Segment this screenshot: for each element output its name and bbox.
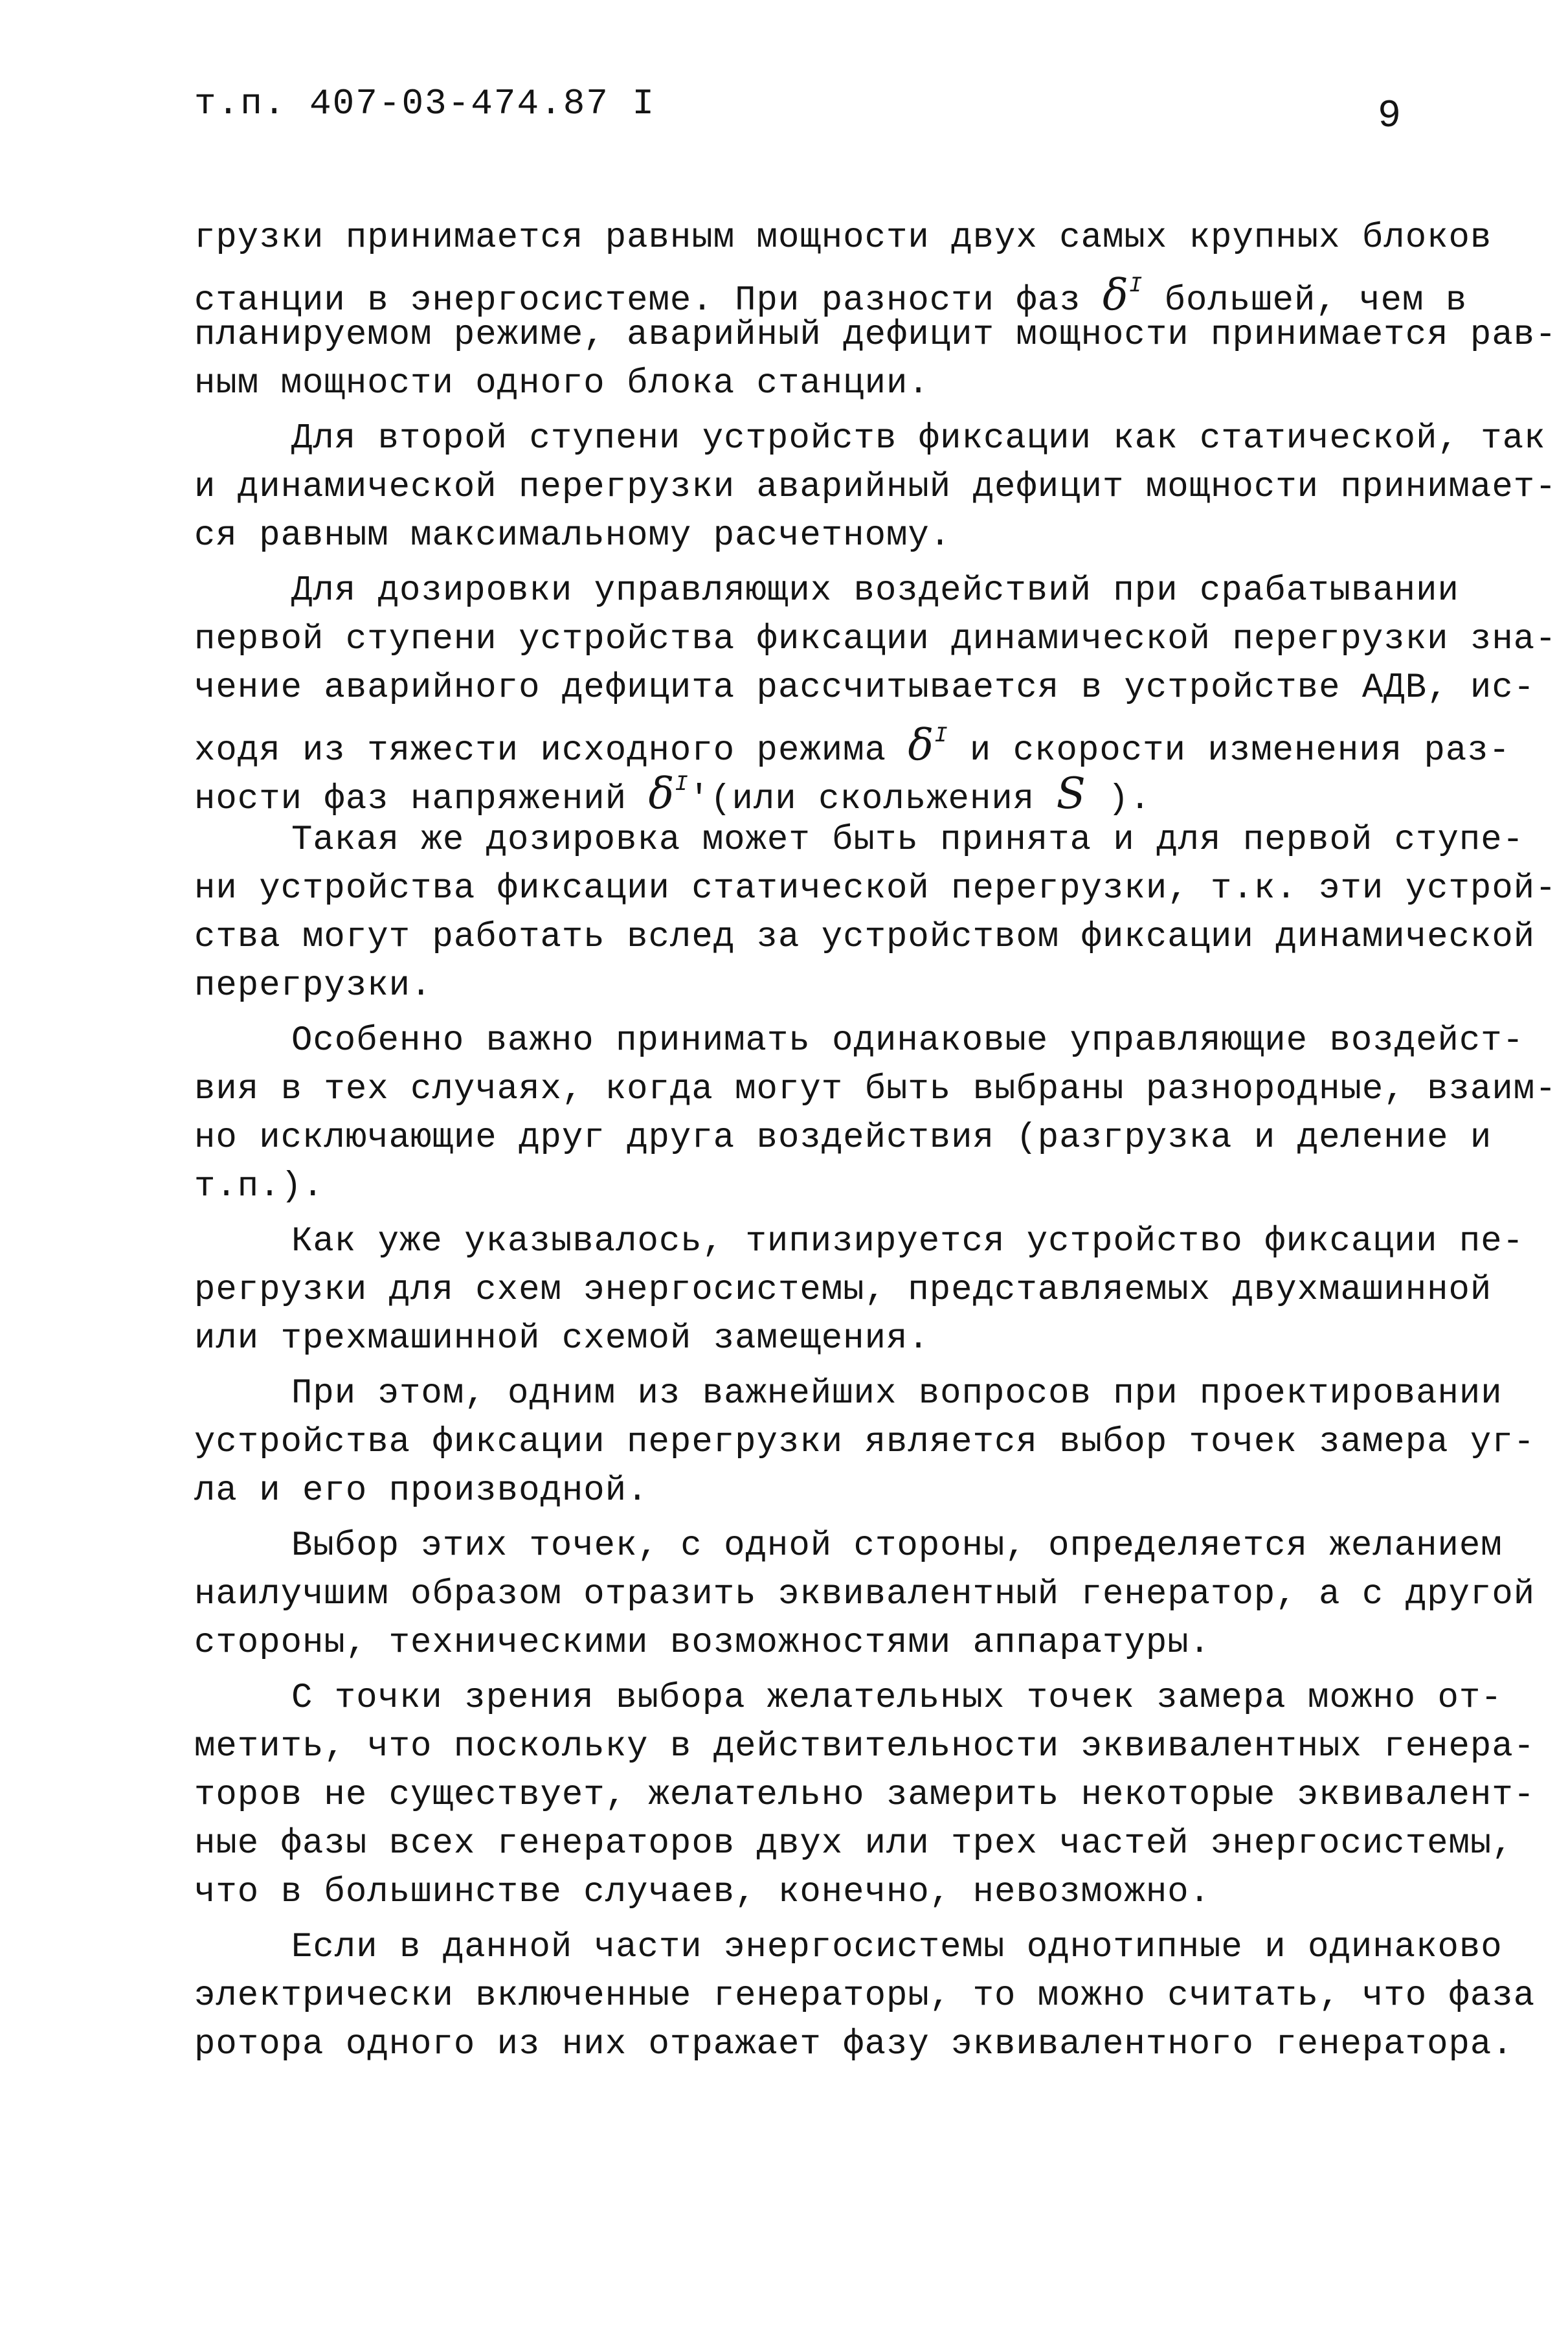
paragraph-1 [194,214,1557,408]
text-line: При этом, одним из важнейших вопросов при проектировании [291,1374,1503,1414]
text-line: но исключающие друг друга воздействия (разгрузка и деление и [194,1118,1492,1158]
text-line: Для второй ступени устройств фиксации как статической, так [291,419,1546,458]
text-line: ся равным максимальному расчетному. [194,516,952,556]
delta-symbol: δ [1103,270,1129,320]
text-line: Если в данной части энергосистемы однотипные и одинаково [291,1928,1503,1967]
text-line: грузки принимается равным мощности двух самых крупных блоков [194,218,1492,258]
text-line: торов не существует, желательно замерить некоторые эквивалент- [194,1775,1536,1815]
paragraph-9 [194,1674,1536,1917]
paragraph-4 [194,816,1557,1010]
text-line: перегрузки. [194,966,432,1006]
paragraph-6 [194,1217,1525,1363]
text-line: или трехмашинной схемой замещения. [194,1319,930,1358]
text-line: Как уже указывалось, типизируется устройство фиксации пе- [291,1222,1525,1261]
text-line [194,712,1511,771]
text-fragment: ности фаз напряжений [194,780,649,819]
slip-symbol: S [1056,769,1086,818]
text-line: ла и его производной. [194,1471,649,1511]
text-line: чение аварийного дефицита рассчитывается в устройстве АДВ, ис- [194,668,1536,708]
text-fragment: ходя из тяжести исходного режима [194,731,908,771]
text-line: вия в тех случаях, когда могут быть выбраны разнородные, взаим- [194,1070,1557,1109]
text-fragment: большей, чем в [1143,281,1468,321]
text-fragment: станции в энергосистеме. При разности фаз [194,281,1103,321]
text-line: устройства фиксации перегрузки является выбор точек замера уг- [194,1423,1536,1462]
delta-symbol: δ [648,769,675,818]
text-line: что в большинстве случаев, конечно, невозможно. [194,1873,1211,1912]
text-line: Для дозировки управляющих воздействий при срабатывании [291,571,1459,611]
delta-symbol: δ [908,720,935,770]
text-fragment: ). [1086,780,1151,819]
paragraph-3 [194,567,1557,819]
text-line: первой ступени устройства фиксации динамической перегрузки зна- [194,620,1557,659]
text-fragment: и скорости изменения раз- [948,731,1511,771]
body-text [194,214,1557,2075]
paragraph-5 [194,1017,1557,1211]
text-line: ни устройства фиксации статической перегрузки, т.к. эти устрой- [194,869,1557,908]
text-line: планируемом режиме, аварийный дефицит мощности принимается рав- [194,315,1557,355]
text-line: метить, что поскольку в действительности эквивалентных генера- [194,1727,1536,1766]
text-line: ным мощности одного блока станции. [194,364,930,403]
paragraph-10 [194,1923,1536,2069]
paragraph-8 [194,1522,1536,1667]
paragraph-7 [194,1369,1536,1515]
text-line: т.п.). [194,1167,324,1206]
text-line: наилучшим образом отразить эквивалентный генератор, а с другой [194,1575,1536,1614]
page-number: 9 [1378,95,1402,139]
superscript: I [675,772,689,797]
text-line: и динамической перегрузки аварийный дефицит мощности принимает- [194,468,1557,507]
superscript: I [1128,274,1143,299]
text-fragment: ′(или скольжения [688,780,1057,819]
text-line: ротора одного из них отражает фазу эквивалентного генератора. [194,2025,1514,2064]
text-line: Такая же дозировка может быть принята и для первой ступе- [291,820,1525,860]
text-line: Особенно важно принимать одинаковые управляющие воздейст- [291,1021,1525,1061]
text-line: стороны, техническими возможностями аппаратуры. [194,1623,1211,1663]
text-line: регрузки для схем энергосистемы, представляемых двухмашинной [194,1270,1492,1310]
text-line: Выбор этих точек, с одной стороны, определяется желанием [291,1526,1503,1566]
text-line: ства могут работать вслед за устройством фиксации динамической [194,918,1536,957]
text-line: ные фазы всех генераторов двух или трех частей энергосистемы, [194,1824,1514,1864]
document-code: т.п. 407-03-474.87 I [194,83,656,124]
text-line: электрически включенные генераторы, то можно считать, что фаза [194,1976,1536,2016]
paragraph-2 [194,414,1557,560]
text-line: С точки зрения выбора желательных точек замера можно от- [291,1678,1503,1718]
superscript: I [934,724,948,749]
text-line [194,262,1468,321]
